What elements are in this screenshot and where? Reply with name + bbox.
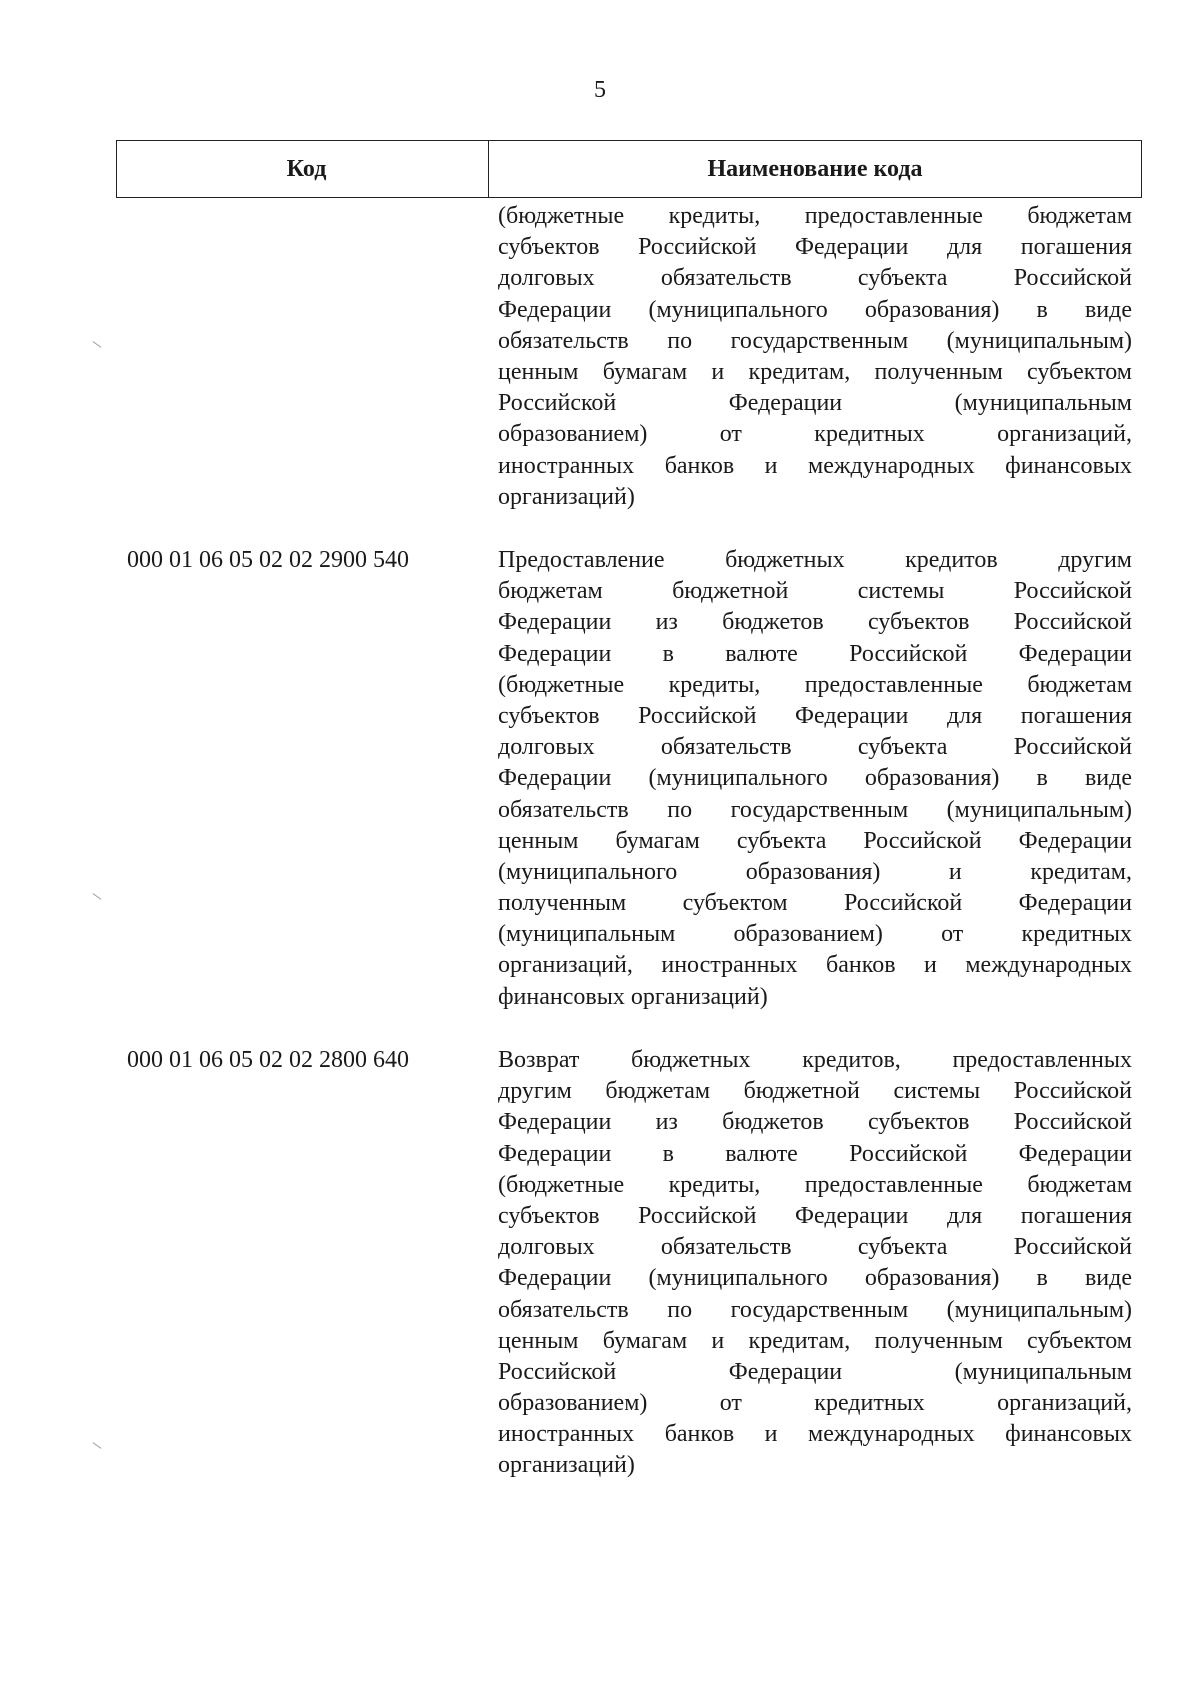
description-line: другим бюджетам бюджетной системы Российской <box>498 1078 1132 1105</box>
description-line: финансовых организаций) <box>498 983 768 1010</box>
description-line: Предоставление бюджетных кредитов другим <box>498 547 1132 573</box>
description-line: Возврат бюджетных кредитов, предоставленных <box>498 1047 1132 1073</box>
column-header-code: Код <box>117 141 489 197</box>
description-line: Федерации (муниципального образования) в виде <box>498 765 1132 792</box>
description-line: полученным субъектом Российской Федерации <box>498 890 1132 917</box>
description-line: долговых обязательств субъекта Российской <box>498 734 1132 761</box>
description-line: бюджетам бюджетной системы Российской <box>498 578 1132 605</box>
description-line: ценным бумагам и кредитам, полученным субъектом <box>498 1327 1132 1354</box>
description-line: (бюджетные кредиты, предоставленные бюджетам <box>498 1171 1132 1198</box>
entry-description <box>498 545 1132 1013</box>
description-line: долговых обязательств субъекта Российской <box>498 1234 1132 1261</box>
description-line: иностранных банков и международных финансовых <box>498 452 1132 479</box>
description-line: Федерации в валюте Российской Федерации <box>498 1140 1132 1167</box>
description-line: организаций) <box>498 1452 635 1479</box>
description-line: обязательств по государственным (муниципальным) <box>498 1296 1132 1323</box>
description-line: субъектов Российской Федерации для погашения <box>498 234 1132 261</box>
description-line: (бюджетные кредиты, предоставленные бюджетам <box>498 203 1132 229</box>
entry-code: 000 01 06 05 02 02 2900 540 <box>127 547 409 573</box>
description-line: иностранных банков и международных финансовых <box>498 1421 1132 1448</box>
description-line: Федерации из бюджетов субъектов Российской <box>498 609 1132 636</box>
entry-description <box>498 1045 1132 1482</box>
description-line: (бюджетные кредиты, предоставленные бюджетам <box>498 671 1132 698</box>
description-line: субъектов Российской Федерации для погашения <box>498 1202 1132 1229</box>
description-line: Российской Федерации (муниципальным <box>498 1358 1132 1385</box>
description-line: организаций) <box>498 483 635 510</box>
scan-speck <box>93 341 102 348</box>
description-line: обязательств по государственным (муниципальным) <box>498 327 1132 354</box>
description-line: образованием) от кредитных организаций, <box>498 1390 1132 1417</box>
table-header <box>116 140 1142 198</box>
description-line: (муниципальным образованием) от кредитных <box>498 921 1132 948</box>
entry-code: 000 01 06 05 02 02 2800 640 <box>127 1047 409 1073</box>
page-number: 5 <box>594 77 606 103</box>
scan-speck <box>93 1442 102 1449</box>
description-line: ценным бумагам субъекта Российской Федерации <box>498 827 1132 854</box>
description-line: субъектов Российской Федерации для погашения <box>498 702 1132 729</box>
entry-description <box>498 201 1132 513</box>
column-header-name: Наименование кода <box>707 155 923 182</box>
description-line: Федерации из бюджетов субъектов Российской <box>498 1109 1132 1136</box>
description-line: Федерации в валюте Российской Федерации <box>498 640 1132 667</box>
description-line: Федерации (муниципального образования) в виде <box>498 296 1132 323</box>
scan-speck <box>93 893 102 900</box>
description-line: ценным бумагам и кредитам, полученным субъектом <box>498 358 1132 385</box>
description-line: Федерации (муниципального образования) в виде <box>498 1265 1132 1292</box>
description-line: (муниципального образования) и кредитам, <box>498 858 1132 885</box>
description-line: долговых обязательств субъекта Российской <box>498 265 1132 292</box>
description-line: обязательств по государственным (муниципальным) <box>498 796 1132 823</box>
description-line: Российской Федерации (муниципальным <box>498 390 1132 417</box>
description-line: организаций, иностранных банков и международных <box>498 952 1132 979</box>
description-line: образованием) от кредитных организаций, <box>498 421 1132 448</box>
